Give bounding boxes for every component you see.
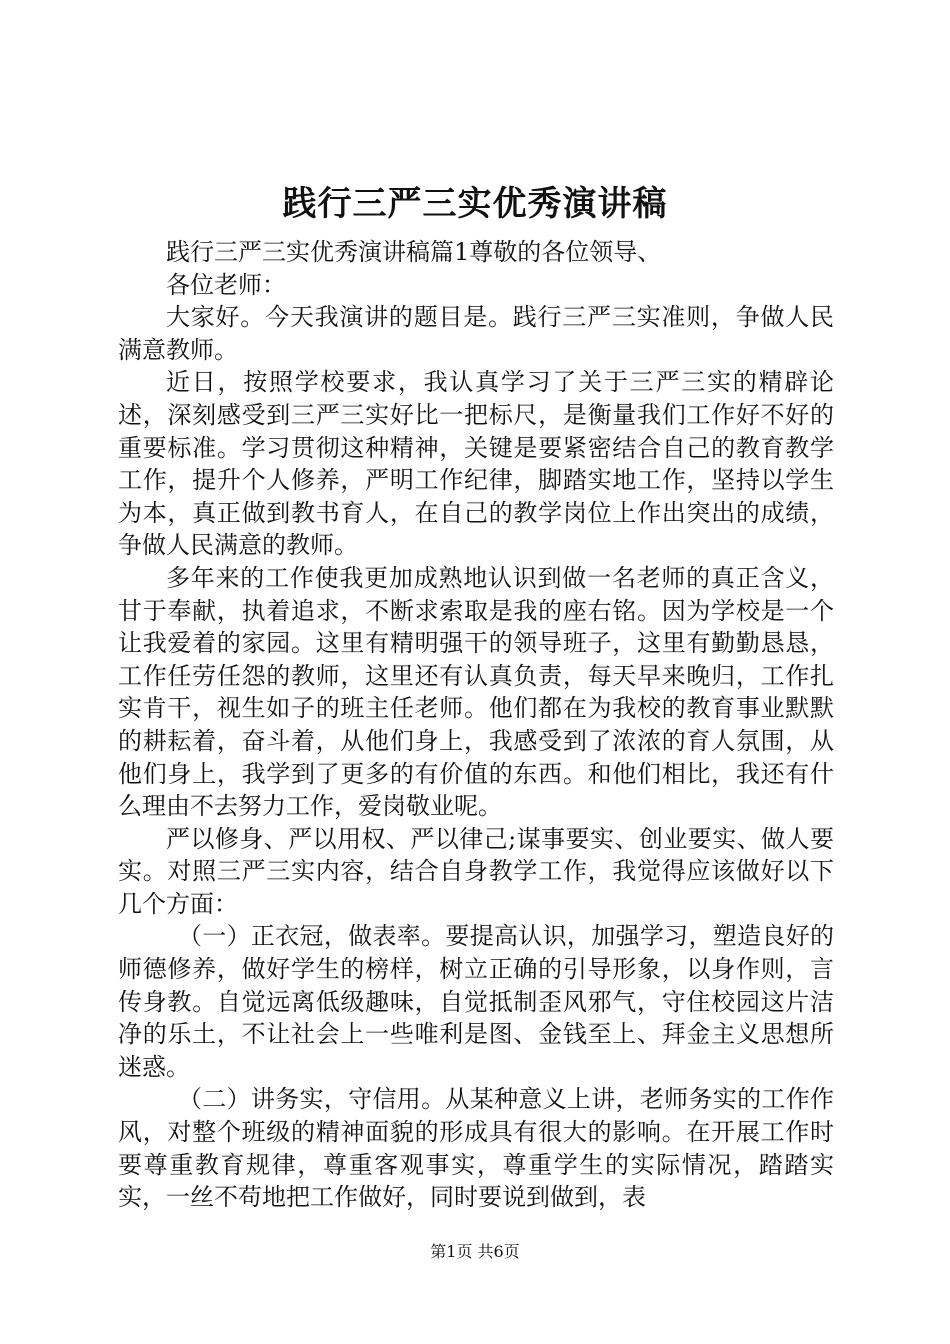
paragraph: 近日，按照学校要求，我认真学习了关于三严三实的精辟论述，深刻感受到三严三实好比一把标尺，是衡量我们工作好不好的重要标准。学习贯彻这种精神，关键是要紧密结合自己的教育教学工作，提升个人修养，严明工作纪律，脚踏实地工作，坚持以学生为本，真正做到教书育人，在自己的教学岗位上作出突出的成绩，争做人民满意的教师。 [118, 368, 834, 560]
document-title: 践行三严三实优秀演讲稿 [282, 184, 668, 224]
paragraph: 多年来的工作使我更加成熟地认识到做一名老师的真正含义，甘于奉献，执着追求，不断求索取是我的座右铭。因为学校是一个让我爱着的家园。这里有精明强干的领导班子，这里有勤勤恳恳，工作任劳任怨的教师，这里还有认真负责，每天早来晚归，工作扎实肯干，视生如子的班主任老师。他们都在为我校的教育事业默默的耕耘着，奋斗着，从他们身上，我感受到了浓浓的育人氛围，从他们身上，我学到了更多的有价值的东西。和他们相比，我还有什么理由不去努力工作，爱岗敬业呢。 [118, 563, 834, 821]
paragraph: 践行三严三实优秀演讲稿篇1尊敬的各位领导、 [166, 238, 662, 266]
paragraph: （二）讲务实，守信用。从某种意义上讲，老师务实的工作作风，对整个班级的精神面貌的形成具有很大的影响。在开展工作时要尊重教育规律，尊重客观事实，尊重学生的实际情况，踏踏实实，一丝不苟地把工作做好，同时要说到做到，表 [118, 1085, 834, 1212]
paragraph: 各位老师： [166, 270, 286, 299]
paragraph: 严以修身、严以用权、严以律己;谋事要实、创业要实、做人要实。对照三严三实内容，结合自身教学工作，我觉得应该做好以下几个方面： [118, 824, 834, 918]
page-number: 第1页 共6页 [430, 1242, 520, 1261]
document-body [118, 236, 834, 1214]
paragraph: 大家好。今天我演讲的题目是。践行三严三实准则，争做人民满意教师。 [118, 303, 834, 364]
paragraph: （一）正衣冠，做表率。要提高认识，加强学习，塑造良好的师德修养，做好学生的榜样，树立正确的引导形象，以身作则，言传身教。自觉远离低级趣味，自觉抵制歪风邪气，守住校园这片洁净的乐土，不让社会上一些唯利是图、金钱至上、拜金主义思想所迷惑。 [118, 922, 834, 1081]
